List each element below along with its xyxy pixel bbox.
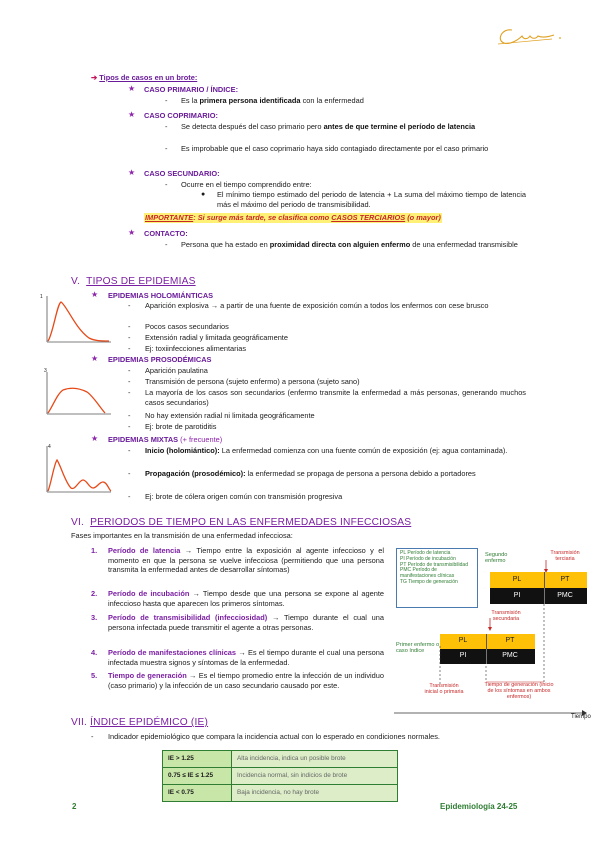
primario-pre: Es la [181, 96, 200, 105]
mixtas-1-text: La enfermedad comienza con una fuente común de exposición (ej: agua contaminada). [219, 446, 508, 455]
box-top-pi-text: PI [513, 592, 521, 599]
ie-key: 0.75 ≤ IE ≤ 1.25 [163, 768, 232, 785]
primario-title: CASO PRIMARIO / ÍNDICE: [144, 85, 239, 94]
periodo-incubacion-text: → Tiempo desde que una persona se expone al agente infeccioso hasta que aparecen los primeros síntomas. [108, 589, 384, 608]
dash: - [128, 301, 131, 310]
holo-item-1: Aparición explosiva → a partir de una fuente de exposición común a todos los enfermos con cese brusco [145, 301, 489, 310]
tg-note: Tiempo de generación (inicio de los síntomas en ambos enfermos) [484, 682, 554, 701]
table-row [163, 751, 398, 768]
coprimario-text-2: Es improbable que el caso coprimario haya sido contagiado directamente por el caso primario [181, 144, 489, 153]
casos-title: Tipos de casos en un brote: [99, 73, 198, 82]
legend-pt: PT Período de transmisibilidad [400, 561, 468, 568]
mixtas-heading [108, 435, 222, 445]
item-number: 2. [91, 589, 98, 598]
holo-item-3: Extensión radial y limitada geográficamente [145, 333, 288, 342]
coprimario-1-pre: Se detecta después del caso primario pero [181, 122, 324, 131]
dash: - [128, 469, 131, 478]
star-icon: ★ [128, 84, 136, 93]
secundario-bullet: El mínimo tiempo estimado del periodo de latencia + La suma del máximo tiempo de latencia más el máximo del periodo de transmisibilidad. [217, 190, 526, 209]
proso-title: EPIDEMIAS PROSODÉMICAS [108, 355, 212, 364]
box-bot-pt-text: PT [505, 637, 515, 644]
section-vi-title: PERIODOS DE TIEMPO EN LAS ENFERMEDADES INFECCIOSAS [90, 517, 412, 528]
mixtas-item-1 [145, 446, 526, 456]
tiempo-generacion-term: Tiempo de generación [108, 671, 187, 680]
dash: - [128, 388, 131, 397]
bullet-dot: ● [201, 191, 206, 198]
periodo-manifestaciones-text: → Es el tiempo durante el cual una persona infectada muestra signos y síntomas de la enfermedad. [108, 648, 384, 667]
proso-item-1: Aparición paulatina [145, 366, 208, 375]
ie-value: Alta incidencia, indica un posible brote [232, 751, 398, 768]
page-number: 2 [72, 802, 77, 811]
box-bot-pl-text: PL [458, 637, 468, 644]
ie-value: Incidencia normal, sin indicios de brote [232, 768, 398, 785]
dash: - [165, 144, 168, 153]
contacto-post: de una enfermedad transmisible [410, 240, 518, 249]
section-v-title: TIPOS DE EPIDEMIAS [86, 276, 196, 287]
proso-item-5: Ej: brote de parotiditis [145, 422, 217, 431]
item-number: 4. [91, 648, 98, 657]
legend-pi: PI Período de incubación [400, 555, 456, 562]
mixtas-2-bold: Propagación (prosodémico): [145, 469, 246, 478]
primario-text [181, 96, 364, 106]
table-row [163, 768, 398, 785]
dash: - [91, 732, 94, 741]
holo-item-4: Ej: toxiinfecciones alimentarias [145, 344, 247, 353]
periodo-transmisibilidad-term: Período de transmisibilidad (infecciosidad) [108, 613, 268, 622]
secundario-title: CASO SECUNDARIO: [144, 169, 220, 178]
contacto-text [181, 240, 526, 250]
primer-enfermo-label: Primer enfermo o caso índice [396, 642, 440, 655]
tiempo-generacion-text: → Es el tiempo promedio entre la infección de un individuo (caso primario) y la infección de un caso secundario causado por este. [108, 671, 384, 690]
periodo-latencia [108, 546, 384, 575]
box-top-pl-text: PL [512, 576, 522, 583]
star-icon: ★ [91, 354, 99, 363]
star-icon: ★ [128, 228, 136, 237]
trans-secundaria-label: Transmisión secundaria [491, 610, 521, 623]
holo-item-2: Pocos casos secundarios [145, 322, 229, 331]
trans-primaria-label: Transmisión inicial o primaria [424, 683, 464, 696]
prosodemica-graph [43, 370, 113, 418]
section-v-numeral: V. [71, 276, 81, 287]
periodo-manifestaciones-term: Período de manifestaciones clínicas [108, 648, 237, 657]
periodo-latencia-text: → Tiempo entre la exposición al agente infeccioso y el momento en que la persona se vuelve infecciosa (permitiendo que una persona transmita la enfermedad antes de desarrollar síntomas) [108, 546, 384, 575]
coprimario-title: CASO COPRIMARIO: [144, 111, 218, 120]
proso-item-2: Transmisión de persona (sujeto enfermo) a persona (sujeto sano) [145, 377, 360, 386]
periodos-diagram [394, 546, 594, 722]
time-axis [394, 710, 594, 716]
signature-logo [494, 24, 566, 48]
holo-title: EPIDEMIAS HOLOMIÁNTICAS [108, 291, 214, 300]
section-v-heading [71, 275, 196, 288]
box-top-pt-text: PT [560, 576, 570, 583]
importante-mid: : Si surge más tarde, se clasifica como [193, 213, 332, 222]
mixtas-extra: (+ frecuente) [178, 435, 223, 444]
contacto-pre: Persona que ha estado en [181, 240, 270, 249]
ie-value: Baja incidencia, no hay brote [232, 785, 398, 802]
box-top-pmc-text: PMC [557, 592, 573, 599]
periodo-transmisibilidad [108, 613, 384, 632]
periodo-latencia-term: Período de latencia [108, 546, 181, 555]
section-vii-title: ÍNDICE EPIDÉMICO (IE) [90, 717, 209, 728]
section-vii-numeral: VII. [71, 717, 88, 728]
mixtas-2-text: la enfermedad se propaga de persona a persona debido a portadores [245, 469, 476, 478]
section-vii-heading [71, 716, 208, 729]
dash: - [165, 122, 168, 131]
ie-table [162, 750, 398, 802]
graph-label-4: 4 [48, 444, 51, 450]
dash: - [128, 344, 131, 353]
primario-post: con la enfermedad [300, 96, 364, 105]
trans-terciaria-label: Transmisión terciaria [550, 550, 580, 563]
tiempo-generacion [108, 671, 384, 690]
item-number: 1. [91, 546, 98, 555]
periodo-transmisibilidad-text: → Tiempo durante el cual una persona infectada puede transmitir el agente a otras personas. [108, 613, 384, 632]
legend-tg: TG Tiempo de generación [400, 578, 458, 585]
section-vi-heading [71, 516, 411, 529]
importante-note [144, 213, 442, 223]
tiempo-label: Tiempo [571, 714, 591, 720]
footer-course: Epidemiología 24-25 [440, 802, 518, 811]
periodo-incubacion [108, 589, 384, 608]
dash: - [165, 240, 168, 249]
coprimario-text-1 [181, 122, 526, 132]
ie-key: IE < 0.75 [163, 785, 232, 802]
tg-lines [394, 586, 594, 690]
arrow-icon: ➔ [91, 73, 98, 82]
coprimario-1-bold: antes de que termine el período de latencia [323, 122, 476, 131]
contacto-bold: proximidad directa con alguien enfermo [269, 240, 411, 249]
graph-label-1: 1 [40, 294, 43, 300]
section-vi-numeral: VI. [71, 517, 85, 528]
star-icon: ★ [91, 290, 99, 299]
mixtas-title: EPIDEMIAS MIXTAS [108, 435, 179, 444]
proso-item-3: La mayoría de los casos son secundarios (enfermo transmite la enfermedad a más personas, generando muchos casos secundarios) [145, 388, 526, 407]
item-number: 5. [91, 671, 98, 680]
importante-label: IMPORTANTE [145, 213, 194, 222]
dash: - [128, 377, 131, 386]
table-row [163, 785, 398, 802]
mixta-graph [43, 444, 113, 496]
star-icon: ★ [128, 110, 136, 119]
dash: - [128, 492, 131, 501]
importante-terciarios: CASOS TERCIARIOS [331, 213, 406, 222]
graph-label-3: 3 [44, 368, 47, 374]
mixtas-item-2 [145, 469, 526, 479]
box-bot-pmc-text: PMC [502, 652, 518, 659]
casos-heading [91, 73, 197, 83]
primario-bold: primera persona identificada [199, 96, 301, 105]
dash: - [128, 446, 131, 455]
proso-item-4: No hay extensión radial ni limitada geográficamente [145, 411, 315, 420]
dash: - [128, 422, 131, 431]
dash: - [128, 333, 131, 342]
ie-key: IE > 1.25 [163, 751, 232, 768]
holomiantica-graph [43, 294, 113, 346]
star-icon: ★ [128, 168, 136, 177]
dash: - [165, 180, 168, 189]
importante-end: (o mayor) [405, 213, 441, 222]
mixtas-1-bold: Inicio (holomiántico): [145, 446, 220, 455]
periodo-incubacion-term: Período de incubación [108, 589, 190, 598]
legend-pmc: PMC Período de manifestaciones clínicas [400, 567, 455, 579]
contacto-title: CONTACTO: [144, 229, 188, 238]
legend-pl: PL Período de latencia [400, 550, 451, 556]
dash: - [128, 322, 131, 331]
section-vii-intro: Indicador epidemiológico que compara la incidencia actual con lo esperado en condiciones normales. [108, 732, 440, 741]
box-bot-pi-text: PI [459, 652, 467, 659]
segundo-enfermo-label: Segundo enfermo [485, 552, 508, 565]
secundario-text: Ocurre en el tiempo comprendido entre: [181, 180, 312, 189]
item-number: 3. [91, 613, 98, 622]
star-icon: ★ [91, 434, 99, 443]
periodo-manifestaciones [108, 648, 384, 667]
dash: - [128, 366, 131, 375]
dash: - [128, 411, 131, 420]
dash: - [165, 96, 168, 105]
section-vi-intro: Fases importantes en la transmisión de una enfermedad infecciosa: [71, 531, 293, 540]
mixtas-item-3: Ej: brote de cólera origen común con transmisión progresiva [145, 492, 343, 501]
